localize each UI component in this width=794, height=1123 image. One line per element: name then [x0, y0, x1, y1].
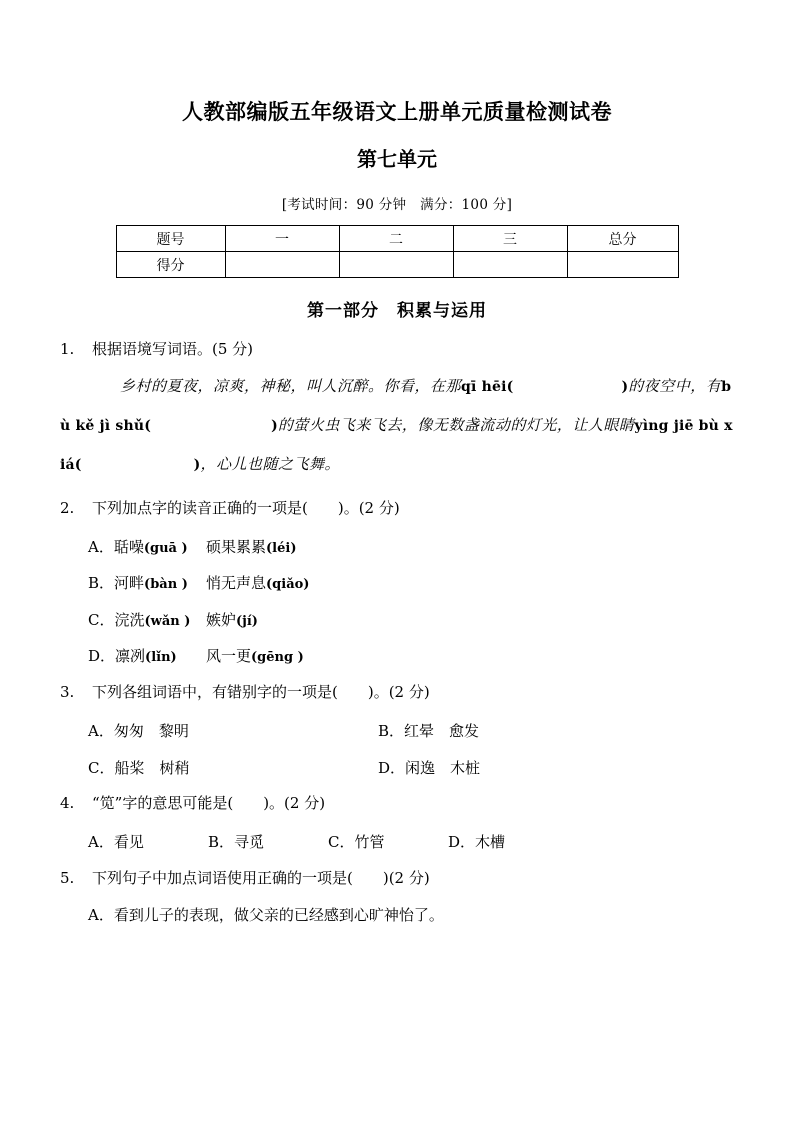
option-b[interactable]	[378, 722, 479, 740]
column-header-2: 二	[339, 226, 453, 252]
question-5-option-a[interactable]	[60, 890, 734, 927]
score-table	[116, 225, 679, 278]
question-2	[60, 497, 734, 668]
score-cell-2[interactable]	[339, 252, 453, 278]
option-a-word-1: 聒噪	[113, 537, 144, 556]
option-d-word-2: 风一更	[206, 647, 252, 666]
option-c-letter: C．	[328, 833, 355, 852]
option-b-token-1	[88, 572, 206, 595]
option-a-row[interactable]	[60, 524, 734, 559]
option-d-letter: D．	[88, 647, 116, 666]
option-row-cd	[60, 743, 734, 780]
option-b-token-2	[206, 574, 309, 592]
option-c-text: 竹管	[354, 833, 385, 852]
exam-info: [考试时间：90 分钟 满分：100 分]	[281, 197, 513, 214]
score-cell-1[interactable]	[225, 252, 339, 278]
option-d-pinyin-1: (lǐn)	[145, 650, 177, 666]
option-a-pinyin-2: (léi)	[266, 540, 297, 556]
option-b-letter: B．	[378, 722, 405, 740]
option-b-pinyin-1: (bàn )	[144, 577, 188, 593]
question-5	[60, 867, 734, 927]
option-a-word-2: 硕果累累	[206, 537, 267, 556]
paren-close-1: )	[621, 379, 629, 396]
option-c-row[interactable]	[60, 595, 734, 632]
pinyin-qi-hei: qī hēi(	[461, 379, 514, 396]
option-d[interactable]	[378, 759, 480, 777]
option-a[interactable]	[88, 831, 208, 854]
paren-close-3: )	[193, 456, 201, 473]
option-b-text: 红晕 愈发	[404, 722, 480, 740]
option-d-text: 木槽	[475, 833, 506, 852]
option-a-letter: A．	[88, 722, 114, 740]
option-a-token-1	[88, 536, 206, 559]
paren-close-2: )	[271, 418, 278, 435]
column-header-1: 一	[225, 226, 339, 252]
question-2-number: 2.	[60, 498, 75, 517]
option-d-word-1: 凛冽	[115, 647, 146, 666]
option-c-text: 船桨 树稍	[114, 758, 190, 777]
option-row-ab	[60, 708, 734, 743]
question-1-stem-line	[60, 338, 734, 361]
question-4-stem: “笕”字的意思可能是( )。(2 分)	[92, 794, 326, 812]
option-c-pinyin-2: (jí)	[236, 613, 258, 629]
question-3-stem: 下列各组词语中，有错别字的一项是( )。(2 分)	[92, 682, 430, 701]
option-c-letter: C．	[88, 610, 115, 629]
question-3-number: 3.	[60, 682, 75, 701]
option-b-letter: B．	[208, 833, 235, 852]
option-b-word-1: 河畔	[114, 574, 145, 593]
question-3	[60, 681, 734, 779]
option-b-row[interactable]	[60, 558, 734, 595]
option-row-abcd	[60, 819, 734, 854]
question-2-stem-line	[60, 497, 734, 520]
option-b[interactable]	[208, 831, 328, 854]
question-3-stem-line	[60, 681, 734, 704]
option-d-token-1	[88, 645, 206, 668]
option-a-text: 看到儿子的表现，做父亲的已经感到心旷神怡了。	[113, 906, 444, 924]
table-row	[116, 252, 678, 278]
row-label-score: 得分	[116, 252, 225, 278]
option-b-letter: B．	[88, 574, 115, 593]
table-row	[116, 226, 678, 252]
column-header-3: 三	[453, 226, 567, 252]
option-b-word-2: 悄无声息	[206, 574, 267, 593]
passage-seg-4: ，心儿也随之飞舞。	[200, 454, 340, 473]
option-c-word-2: 嫉妒	[206, 610, 237, 629]
option-a-text: 匆匆 黎明	[113, 722, 189, 740]
option-d-row[interactable]	[60, 631, 734, 668]
question-5-stem-line	[60, 867, 734, 890]
question-1	[60, 338, 734, 483]
option-d-letter: D．	[448, 833, 476, 852]
option-c[interactable]	[328, 831, 448, 854]
option-a-text: 看见	[113, 833, 144, 852]
option-d-pinyin-2: (gēng )	[251, 650, 304, 666]
row-label-question-no: 题号	[116, 226, 225, 252]
option-a-letter: A．	[88, 537, 114, 556]
option-c-word-1: 浣洗	[114, 610, 145, 629]
score-table-wrapper	[0, 213, 794, 278]
pinyin-bu-ke-ji-shu: bù kě jì shǔ(	[60, 379, 732, 435]
question-5-number: 5.	[60, 868, 75, 887]
question-4-options	[60, 815, 734, 854]
option-a[interactable]	[88, 720, 378, 743]
column-header-total: 总分	[567, 226, 678, 252]
option-c-letter: C．	[88, 758, 115, 777]
question-5-stem: 下列句子中加点词语使用正确的一项是( )(2 分)	[92, 868, 430, 887]
option-b-pinyin-2: (qiǎo)	[266, 577, 310, 593]
pinyin-ying-jie-bu-xia: yìng jiē bù xiá(	[60, 418, 733, 473]
option-a-letter: A．	[88, 833, 114, 852]
passage-seg-3: 的萤火虫飞来飞去，像无数盏流动的灯光，让人眼睛	[277, 416, 635, 435]
option-a-token-2	[206, 538, 296, 556]
question-1-passage	[60, 361, 734, 483]
question-4	[60, 792, 734, 854]
option-c-pinyin-1: (wǎn )	[144, 613, 191, 629]
option-a-letter: A．	[88, 906, 114, 924]
exam-content	[0, 278, 794, 926]
unit-subtitle: 第七单元	[357, 147, 437, 172]
passage-seg-2: 的夜空中，有	[628, 377, 722, 396]
option-c[interactable]	[88, 757, 378, 780]
option-a-pinyin-1: (guā )	[143, 540, 188, 556]
option-c-token-2	[206, 611, 258, 629]
option-d-letter: D．	[378, 758, 406, 777]
question-1-stem: 根据语境写词语。(5 分)	[92, 340, 254, 359]
score-cell-total[interactable]	[567, 252, 678, 278]
question-2-options	[60, 520, 734, 668]
question-1-number: 1.	[60, 340, 75, 359]
option-b-text: 寻觅	[234, 833, 265, 852]
part-one-title: 第一部分 积累与运用	[307, 301, 487, 322]
option-d-token-2	[206, 647, 304, 665]
question-4-number: 4.	[60, 794, 75, 812]
question-3-options	[60, 704, 734, 779]
option-d[interactable]	[448, 833, 505, 851]
option-d-text: 闲逸 木桩	[405, 758, 481, 777]
score-cell-3[interactable]	[453, 252, 567, 278]
option-c-token-1	[88, 609, 206, 632]
page-title: 人教部编版五年级语文上册单元质量检测试卷	[182, 100, 612, 124]
passage-seg-1: 乡村的夏夜，凉爽，神秘，叫人沉醉。你看，在那	[120, 377, 462, 396]
question-4-stem-line	[60, 792, 734, 815]
question-2-stem: 下列加点字的读音正确的一项是( )。(2 分)	[92, 498, 400, 517]
